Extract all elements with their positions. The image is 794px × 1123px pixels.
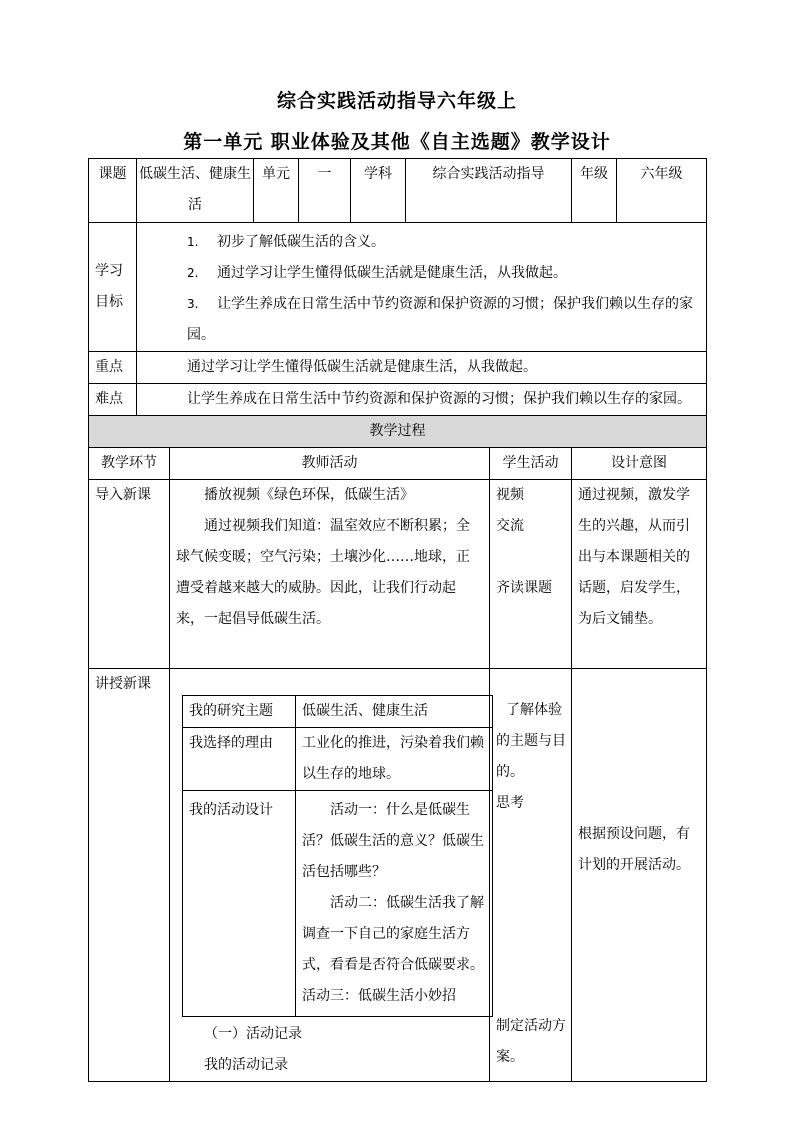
activity-3: 活动三：低碳生活小妙招 <box>302 988 456 1004</box>
document-title: 综合实践活动指导六年级上 <box>276 90 517 112</box>
activity-2: 活动二：低碳生活我了解调查一下自己的家庭生活方式，看看是否符合低碳要求。 <box>302 895 484 973</box>
intro-teacher-cell <box>170 480 490 669</box>
reason-label: 我选择的理由 <box>183 728 296 791</box>
intro-student-1: 视频 <box>496 487 524 503</box>
key-point-label: 重点 <box>89 352 137 384</box>
goal-item: 3. 让学生养成在日常生活中节约资源和保护资源的习惯；保护我们赖以生存的家园。 <box>187 296 693 343</box>
grade-label: 年级 <box>572 159 617 223</box>
difficult-point-text: 让学生养成在日常生活中节约资源和保护资源的习惯；保护我们赖以生存的家园。 <box>137 384 707 416</box>
goals-label: 学习目标 <box>89 223 137 352</box>
intro-student-2: 交流 <box>496 518 524 534</box>
process-title: 教学过程 <box>89 416 707 448</box>
activity-1: 活动一：什么是低碳生活？低碳生活的意义？低碳生活包括哪些？ <box>302 802 484 880</box>
topic-label: 课题 <box>89 159 137 223</box>
goals-cell <box>137 223 707 352</box>
lecture-teacher-cell <box>170 669 490 1082</box>
lecture-student-cell <box>490 669 572 1082</box>
research-topic-value: 低碳生活、健康生活 <box>296 696 493 728</box>
unit-value: 一 <box>299 159 351 223</box>
record-subheading: 我的活动记录 <box>204 1057 288 1073</box>
lecture-intent: 根据预设问题，有计划的开展活动。 <box>572 669 707 1082</box>
col-header-teacher: 教师活动 <box>170 448 490 480</box>
grade-value: 六年级 <box>617 159 707 223</box>
lesson-plan-table <box>88 158 707 1082</box>
goal-item: 1. 初步了解低碳生活的含义。 <box>187 234 385 250</box>
document-subtitle: 第一单元 职业体验及其他《自主选题》教学设计 <box>183 131 611 153</box>
goal-item: 2. 通过学习让学生懂得低碳生活就是健康生活，从我做起。 <box>187 265 567 281</box>
subject-label: 学科 <box>351 159 406 223</box>
record-heading: （一）活动记录 <box>204 1026 302 1042</box>
intro-teacher-p1: 播放视频《绿色环保，低碳生活》 <box>204 487 414 503</box>
activity-design-cell <box>296 791 493 1017</box>
lecture-student-3: 制定活动方案。 <box>496 1018 566 1065</box>
intro-stage: 导入新课 <box>89 480 170 669</box>
col-header-intent: 设计意图 <box>572 448 707 480</box>
difficult-point-label: 难点 <box>89 384 137 416</box>
lecture-stage: 讲授新课 <box>89 669 170 1082</box>
subject-value: 综合实践活动指导 <box>406 159 572 223</box>
reason-value: 工业化的推进，污染着我们赖以生存的地球。 <box>296 728 493 791</box>
lecture-student-1: 了解体验的主题与目的。 <box>496 702 566 780</box>
activity-design-label: 我的活动设计 <box>183 791 296 1017</box>
intro-intent: 通过视频，激发学生的兴趣，从而引出与本课题相关的话题，启发学生，为后文铺垫。 <box>572 480 707 669</box>
intro-teacher-p2: 通过视频我们知道：温室效应不断积累；全球气候变暖；空气污染；土壤沙化……地球，正遭受着越来越大的威胁。因此，让我们行动起来，一起倡导低碳生活。 <box>176 518 470 627</box>
research-plan-table <box>182 695 493 1017</box>
col-header-stage: 教学环节 <box>89 448 170 480</box>
unit-label: 单元 <box>254 159 299 223</box>
intro-student-cell <box>490 480 572 669</box>
topic-value: 低碳生活、健康生活 <box>137 159 254 223</box>
key-point-text: 通过学习让学生懂得低碳生活就是健康生活，从我做起。 <box>137 352 707 384</box>
lecture-student-2: 思考 <box>496 795 524 811</box>
goals-list <box>187 227 706 351</box>
col-header-student: 学生活动 <box>490 448 572 480</box>
research-topic-label: 我的研究主题 <box>183 696 296 728</box>
intro-student-3: 齐读课题 <box>496 580 552 596</box>
